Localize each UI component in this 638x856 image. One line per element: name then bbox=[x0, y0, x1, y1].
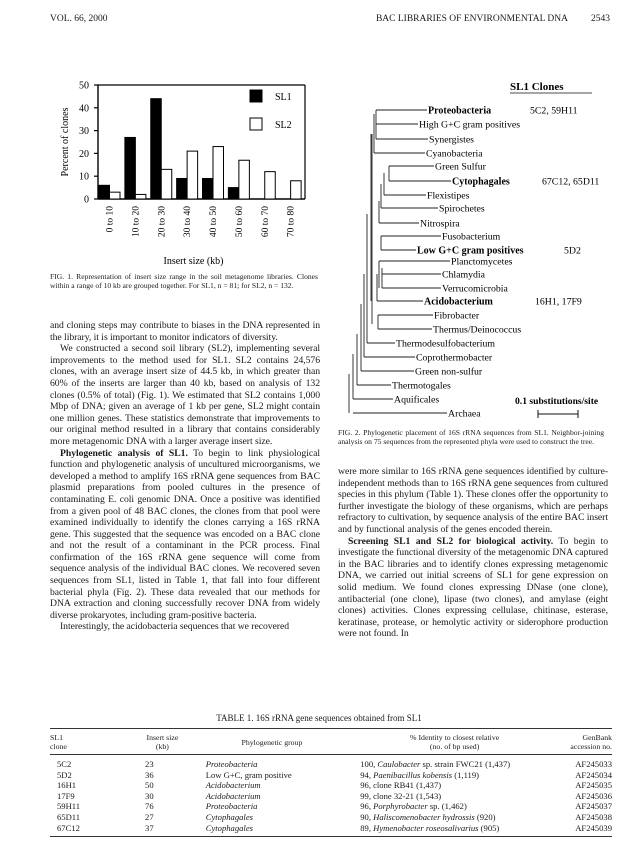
table-row bbox=[50, 801, 612, 812]
taxon-label: High G+C gram positives bbox=[419, 119, 521, 131]
cell-text: 96, bbox=[360, 801, 374, 812]
taxon-label: Planctomycetes bbox=[451, 256, 513, 268]
taxon-label: Coprothermobacter bbox=[416, 352, 493, 364]
table-cell bbox=[202, 780, 343, 791]
y-tick-label: 20 bbox=[79, 148, 89, 160]
taxon-label: Proteobacteria bbox=[428, 105, 492, 117]
cell-text: Low G+C, gram positive bbox=[205, 769, 292, 780]
taxon-label: Nitrospira bbox=[420, 218, 460, 230]
cell-text: 99, clone 32-21 (1,543) bbox=[360, 790, 442, 801]
header-text: (no. of bp used) bbox=[429, 742, 480, 751]
right-column-text bbox=[338, 466, 608, 640]
cell-text: 16H1 bbox=[57, 780, 77, 791]
legend-swatch bbox=[250, 118, 262, 130]
cell-text: Hymenobacter roseosalivarius bbox=[373, 822, 479, 833]
cell-text: Haliscomenobacter hydrossis bbox=[373, 811, 475, 822]
cell-text: 94, bbox=[360, 769, 374, 780]
table-cell bbox=[567, 770, 612, 781]
column-header bbox=[50, 729, 123, 755]
cell-text: Cytophagales bbox=[205, 811, 253, 822]
bar-sl1 bbox=[228, 188, 239, 199]
table-row bbox=[50, 823, 612, 837]
taxon-label: Synergistes bbox=[429, 134, 474, 146]
bar-sl2 bbox=[213, 147, 224, 199]
cell-text: sp. (1,462) bbox=[427, 801, 467, 812]
y-axis-label: Percent of clones bbox=[60, 107, 71, 177]
taxon-label: Chlamydia bbox=[442, 269, 485, 281]
clone-ids: 16H1, 17F9 bbox=[535, 296, 582, 308]
bar-sl2 bbox=[187, 151, 198, 199]
cell-text: Acidobacterium bbox=[205, 780, 261, 791]
section-heading: Phylogenetic analysis of SL1. bbox=[60, 447, 188, 459]
taxon-label: Cytophagales bbox=[452, 176, 510, 188]
table-cell bbox=[123, 780, 202, 791]
clone-ids: 67C12, 65D11 bbox=[542, 176, 600, 188]
cell-text: 36 bbox=[145, 769, 154, 780]
table-cell bbox=[342, 812, 567, 823]
table-cell bbox=[567, 780, 612, 791]
taxon-label: Thermus/Deinococcus bbox=[433, 324, 522, 336]
table-cell bbox=[567, 812, 612, 823]
cell-text: 76 bbox=[145, 801, 154, 812]
table-cell bbox=[342, 780, 567, 791]
bar-sl1 bbox=[203, 178, 214, 199]
legend-label: SL1 bbox=[275, 92, 292, 103]
table-row bbox=[50, 770, 612, 781]
bar-sl2 bbox=[291, 181, 302, 199]
figure-1-caption: FIG. 1. Representation of insert size range in the soil metagenome libraries. Clones within a range of 10 kb are grouped together. For SL1, n = 81; for SL2, n = 132. bbox=[50, 272, 318, 291]
cell-text: Porphyrobacter bbox=[373, 801, 428, 812]
table-cell bbox=[202, 823, 343, 837]
x-tick-label: 40 to 50 bbox=[209, 206, 219, 238]
cell-text: (920) bbox=[474, 811, 496, 822]
cell-text: AF245036 bbox=[575, 790, 612, 801]
header-text: Insert size bbox=[146, 733, 179, 742]
paragraph: were more similar to 16S rRNA gene sequences identified by culture-independent methods than to 16S rRNA gene sequences from cultured species in this phylum (Table 1). These clones offer the opportunity to further investigate the biology of these organisms, which are perhaps refractory to cultivation, by sequence analysis of the entire BAC insert and by functional analysis of the genes encoded therein. bbox=[338, 466, 608, 535]
table-cell bbox=[50, 770, 123, 781]
taxon-label: Cyanobacteria bbox=[426, 148, 483, 160]
cell-text: AF245039 bbox=[575, 822, 612, 833]
legend-swatch bbox=[250, 90, 262, 102]
taxon-label: Archaea bbox=[448, 408, 481, 420]
cell-text: (905) bbox=[478, 822, 500, 833]
figure-1-chart bbox=[50, 74, 320, 274]
scale-bar-label: 0.1 substitutions/site bbox=[515, 396, 599, 407]
cell-text: Proteobacteria bbox=[205, 801, 258, 812]
cell-text: Acidobacterium bbox=[205, 790, 261, 801]
cell-text: 30 bbox=[145, 790, 154, 801]
table-cell bbox=[123, 812, 202, 823]
y-tick-label: 50 bbox=[79, 80, 89, 92]
column-header bbox=[567, 729, 612, 755]
cell-text: 5D2 bbox=[57, 769, 72, 780]
header-text: accession no. bbox=[570, 742, 612, 751]
column-header bbox=[202, 729, 343, 755]
table-cell bbox=[567, 791, 612, 802]
table-row bbox=[50, 755, 612, 770]
taxon-label: Spirochetes bbox=[439, 203, 485, 215]
table-cell bbox=[50, 801, 123, 812]
cell-text: 89, bbox=[360, 822, 374, 833]
clone-ids: 5C2, 59H11 bbox=[530, 105, 578, 117]
table-cell bbox=[123, 755, 202, 770]
table-cell bbox=[50, 812, 123, 823]
page-number: 2543 bbox=[591, 14, 610, 24]
cell-text: (1,119) bbox=[452, 769, 480, 780]
header-text: % Identity to closest relative bbox=[410, 733, 500, 742]
table-cell bbox=[202, 801, 343, 812]
cell-text: 23 bbox=[145, 759, 154, 769]
cell-text: 50 bbox=[145, 780, 154, 791]
x-tick-label: 30 to 40 bbox=[183, 206, 194, 238]
taxon-label: Thermotogales bbox=[392, 380, 451, 392]
bar-sl2 bbox=[239, 160, 250, 199]
figure-2-caption: FIG. 2. Phylogenetic placement of 16S rRNA sequences from SL1. Neighbor-joining analysis on 75 sequences from the represented phyla were used to construct the tree. bbox=[338, 428, 604, 447]
cell-text: 27 bbox=[145, 811, 154, 822]
cell-text: AF245034 bbox=[575, 769, 612, 780]
table-cell bbox=[123, 770, 202, 781]
column-header bbox=[123, 729, 202, 755]
header-text: GenBank bbox=[582, 733, 612, 742]
x-tick-label: 20 to 30 bbox=[157, 206, 168, 238]
header-text: Phylogenetic group bbox=[241, 737, 303, 747]
table-cell bbox=[50, 780, 123, 791]
taxon-label: Low G+C gram positives bbox=[417, 245, 524, 257]
x-tick-label: 10 to 20 bbox=[131, 206, 142, 238]
cell-text: AF245033 bbox=[575, 759, 612, 769]
cell-text: 96, clone RB41 (1,437) bbox=[360, 780, 442, 791]
cell-text: AF245035 bbox=[575, 780, 612, 791]
x-tick-label: 0 to 10 bbox=[105, 206, 116, 233]
bar-sl1 bbox=[151, 99, 162, 199]
paragraph: Interestingly, the acidobacteria sequences that we recovered bbox=[60, 621, 290, 633]
table-cell bbox=[50, 823, 123, 837]
table-title: TABLE 1. 16S rRNA gene sequences obtained from SL1 bbox=[216, 713, 422, 723]
header-text: clone bbox=[50, 742, 67, 751]
cell-text: Proteobacteria bbox=[205, 759, 258, 769]
taxon-label: Thermodesulfobacterium bbox=[396, 338, 496, 350]
bar-sl1 bbox=[125, 137, 136, 199]
volume-header: VOL. 66, 2000 bbox=[50, 14, 108, 24]
table-1 bbox=[50, 728, 612, 837]
bar-sl2 bbox=[161, 169, 172, 199]
cell-text: Paenibacillus kobensis bbox=[373, 769, 453, 780]
bar-sl1 bbox=[177, 178, 188, 199]
table-cell bbox=[342, 823, 567, 837]
section-heading: Screening SL1 and SL2 for biological activity. bbox=[348, 535, 554, 547]
cell-text: Caulobacter bbox=[377, 759, 421, 769]
taxon-label: Fibrobacter bbox=[434, 310, 480, 322]
table-cell bbox=[342, 801, 567, 812]
cell-text: sp. strain FWC21 (1,437) bbox=[420, 759, 511, 769]
paragraph bbox=[50, 448, 320, 622]
left-column-text bbox=[50, 320, 320, 633]
table-cell bbox=[342, 791, 567, 802]
taxon-label: Green Sulfur bbox=[435, 161, 486, 173]
header-text: SL1 bbox=[50, 733, 63, 742]
cell-text: 65D11 bbox=[57, 811, 81, 822]
clones-heading: SL1 Clones bbox=[510, 81, 564, 93]
table-cell bbox=[342, 770, 567, 781]
table-cell bbox=[202, 812, 343, 823]
cell-text: 100, bbox=[360, 759, 378, 769]
running-title: BAC LIBRARIES OF ENVIRONMENTAL DNA bbox=[375, 14, 568, 24]
taxon-label: Verrucomicrobia bbox=[442, 283, 508, 295]
table-cell bbox=[567, 755, 612, 770]
table-row bbox=[50, 791, 612, 802]
cell-text: 17F9 bbox=[57, 790, 75, 801]
table-row bbox=[50, 780, 612, 791]
taxon-label: Green non-sulfur bbox=[415, 366, 483, 378]
cell-text: AF245038 bbox=[575, 811, 612, 822]
figure-2-tree bbox=[330, 74, 630, 426]
bar-sl1 bbox=[99, 185, 110, 199]
table-cell bbox=[202, 770, 343, 781]
paragraph-text: To begin to link physiological function and phylogenetic analysis of uncultured microorganisms, we developed a method to amplify 16S rRNA gene sequences from BAC plasmid preparations from pooled cultures in the presence of contaminating E. coli genomic DNA. Once a positive was identified from a given pool of 48 BAC clones, the clones from that pool were examined individually to identify the clones carrying a 16S rRNA gene. This suggested that the sequence was encoded on a BAC clone and not the result of a contaminant in the PCR process. Final confirmation of the 16S rRNA gene sequence will come from sequence analysis of the individual BAC clones. We recovered seven sequences from SL1, listed in Table 1, that fall into four different bacterial phyla (Fig. 2). These data revealed that our methods for DNA extraction and cloning successfully recover DNA from widely diverse prokaryotes, including gram-positive bacteria. bbox=[50, 447, 320, 621]
x-tick-label: 60 to 70 bbox=[260, 206, 271, 238]
cell-text: 59H11 bbox=[57, 801, 81, 812]
taxon-label: Aquificales bbox=[394, 394, 440, 406]
table-cell bbox=[123, 791, 202, 802]
taxon-label: Flexistipes bbox=[427, 190, 470, 202]
x-axis-label: Insert size (kb) bbox=[163, 256, 224, 267]
paragraph-text: To begin to investigate the functional diversity of the metagenomic DNA captured in the BAC libraries and to identify clones expressing metagenomic DNA, we carried out initial screens of SL1 for gene expression on solid medium. We found clones expressing DNase (one clone), antibacterial (one clone), lipase (two clones), and amylase (eight clones) activities. Clones expressing cellulase, chitinase, esterase, keratinase, protease, or hemolytic activity or siderophore production were not found. In bbox=[338, 535, 608, 640]
cell-text: AF245037 bbox=[575, 801, 612, 812]
clone-ids: 5D2 bbox=[564, 245, 581, 257]
paragraph: and cloning steps may contribute to biases in the DNA represented in the library, it is important to monitor indicators of diversity. bbox=[50, 320, 320, 343]
cell-text: Cytophagales bbox=[205, 822, 253, 833]
table-cell bbox=[342, 755, 567, 770]
table-cell bbox=[567, 801, 612, 812]
x-tick-label: 50 to 60 bbox=[234, 206, 245, 238]
paragraph: We constructed a second soil library (SL2), implementing several improvements to the method used for SL1. SL2 contains 24,576 clones, with an average insert size of 44.5 kb, in which greater than 60% of the inserts are larger than 40 kb, based on analysis of 132 clones (0.5% of total) (Fig. 1). We estimated that SL2 contains 1,000 Mbp of DNA; given an average of 1 kb per gene, SL2 might contain one million genes. These statistics demonstrate that improvements to our original method resulted in a library that contains considerably more metagenomic DNA with a larger average insert size. bbox=[50, 343, 320, 447]
table-cell bbox=[567, 823, 612, 837]
y-tick-label: 40 bbox=[79, 103, 89, 115]
table-cell bbox=[50, 755, 123, 770]
taxon-label: Acidobacterium bbox=[424, 296, 493, 308]
paragraph bbox=[338, 536, 608, 640]
table-cell bbox=[123, 823, 202, 837]
table-cell bbox=[202, 791, 343, 802]
table-cell bbox=[202, 755, 343, 770]
y-tick-label: 30 bbox=[79, 126, 89, 138]
legend-label: SL2 bbox=[275, 120, 292, 131]
column-header bbox=[342, 729, 567, 755]
table-cell bbox=[50, 791, 123, 802]
table-row bbox=[50, 812, 612, 823]
cell-text: 67C12 bbox=[57, 822, 80, 833]
header-text: (kb) bbox=[155, 742, 169, 751]
table-cell bbox=[123, 801, 202, 812]
taxon-label: Fusobacterium bbox=[442, 231, 501, 243]
cell-text: 5C2 bbox=[57, 759, 72, 769]
y-tick-label: 0 bbox=[84, 194, 89, 206]
cell-text: 37 bbox=[145, 822, 154, 833]
cell-text: 90, bbox=[360, 811, 374, 822]
y-tick-label: 10 bbox=[79, 171, 89, 183]
bar-sl2 bbox=[110, 192, 121, 199]
bar-sl2 bbox=[135, 194, 146, 199]
x-tick-label: 70 to 80 bbox=[286, 206, 297, 238]
bar-sl2 bbox=[265, 172, 276, 199]
